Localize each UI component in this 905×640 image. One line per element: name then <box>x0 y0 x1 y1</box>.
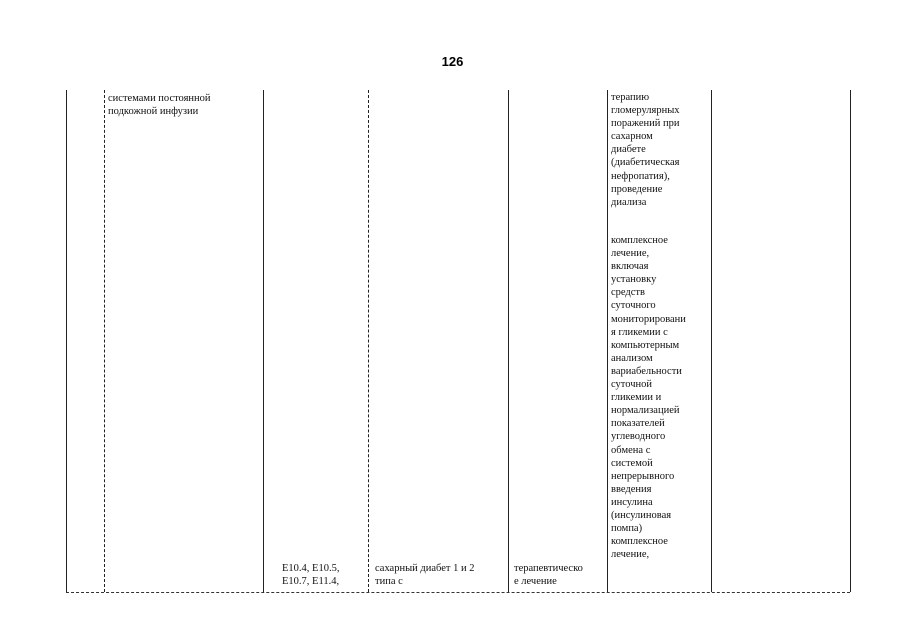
cell-line: нормализацией <box>611 405 680 417</box>
cell-line: типа с <box>375 576 403 588</box>
cell-line: сахарном <box>611 131 653 143</box>
cell-line: суточной <box>611 379 652 391</box>
column-divider-5 <box>607 90 608 592</box>
cell-line: гликемии и <box>611 392 662 404</box>
column-divider-1 <box>104 90 105 592</box>
cell-line: е лечение <box>514 576 557 588</box>
cell-line: терапевтическо <box>514 563 583 574</box>
method-continued-cell <box>108 92 211 118</box>
cell-line: сахарный диабет 1 и 2 <box>375 563 475 574</box>
column-divider-4 <box>508 90 509 592</box>
table-border-left <box>66 90 67 592</box>
cell-line: мониторировани <box>611 313 686 325</box>
cell-line: E10.4, E10.5, <box>282 563 340 574</box>
cell-line: подкожной инфузии <box>108 106 199 118</box>
cell-line: гломерулярных <box>611 105 680 117</box>
cell-line: (диабетическая <box>611 157 680 169</box>
column-divider-6 <box>711 90 712 592</box>
cell-line: обмена с <box>611 444 651 456</box>
cell-line: я гликемии с <box>611 326 668 338</box>
cell-line: введения <box>611 483 652 495</box>
cell-line: непрерывного <box>611 470 675 482</box>
column-divider-2 <box>263 90 264 592</box>
cell-line: инсулина <box>611 496 653 508</box>
page-number: 126 <box>441 54 464 69</box>
cell-line: E10.7, E11.4, <box>282 576 340 588</box>
cell-line: проведение <box>611 183 663 195</box>
treatment-method-cell-2 <box>611 234 686 561</box>
table-border-right <box>850 90 851 592</box>
cell-line: вариабельности <box>611 365 682 377</box>
cell-line: лечение, <box>611 549 650 561</box>
cell-line: суточного <box>611 300 656 312</box>
diagnosis-cell <box>375 562 474 588</box>
cell-line: диализа <box>611 196 647 208</box>
cell-line: установку <box>611 274 657 286</box>
cell-line: системой <box>611 457 653 469</box>
cell-line: терапию <box>611 92 650 103</box>
cell-line: комплексное <box>611 235 668 246</box>
cell-line: нефропатия), <box>611 170 670 182</box>
cell-line: лечение, <box>611 248 650 260</box>
cell-line: включая <box>611 261 649 273</box>
cell-line: показателей <box>611 418 665 430</box>
treatment-type-cell <box>514 562 583 588</box>
cell-line: поражений при <box>611 118 680 130</box>
cell-line: помпа) <box>611 523 643 535</box>
cell-line: компьютерным <box>611 339 680 351</box>
cell-line: анализом <box>611 352 653 364</box>
treatment-method-cell-1 <box>611 91 680 209</box>
column-divider-3 <box>368 90 369 592</box>
cell-line: средств <box>611 287 645 299</box>
cell-line: комплексное <box>611 536 668 548</box>
icd-codes-cell <box>282 562 339 588</box>
cell-line: диабете <box>611 144 646 156</box>
cell-line: (инсулиновая <box>611 509 672 521</box>
treatment-table <box>66 90 850 593</box>
cell-line: системами постоянной <box>108 93 211 104</box>
cell-line: углеводного <box>611 431 666 443</box>
